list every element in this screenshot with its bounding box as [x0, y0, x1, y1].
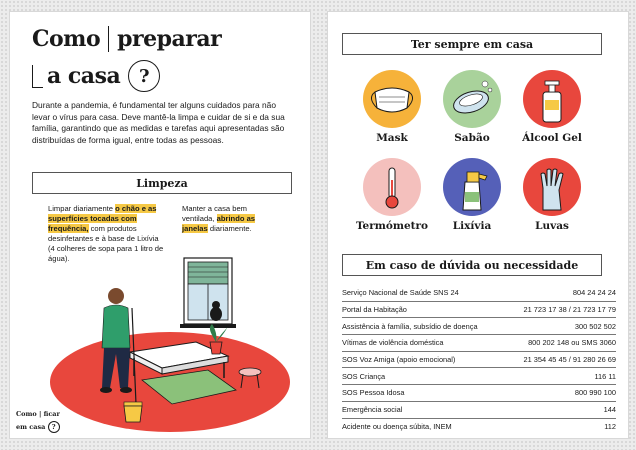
- contact-number: 800 990 100: [574, 388, 616, 398]
- item-label-thermometer: Termómetro: [355, 220, 429, 232]
- contact-name: Vítimas de violência doméstica: [342, 338, 444, 348]
- tip-ventilation-pre: Manter a casa bem ventilada,: [182, 204, 247, 223]
- contact-row: [342, 385, 616, 402]
- contact-number: 21 354 45 45 / 91 280 26 69: [523, 355, 616, 365]
- intro-paragraph: Durante a pandemia, é fundamental ter alguns cuidados para não levar o vírus para casa. Deve mantê-la limpa e cuidar de si e da sua família, garantindo que as medidas e tarefas aqui apresentadas são distribuídas de forma igual, entre todas as pessoas.: [32, 100, 285, 145]
- thermometer-icon: [363, 158, 421, 216]
- contact-row: [342, 419, 616, 435]
- section-title-ter-sempre: Ter sempre em casa: [342, 33, 602, 55]
- contact-name: Serviço Nacional de Saúde SNS 24: [342, 288, 459, 298]
- right-page: [328, 12, 628, 438]
- question-mark-icon: ?: [128, 60, 160, 92]
- item-thermometer: [352, 158, 432, 232]
- item-soap: [432, 70, 512, 144]
- contact-row: [342, 335, 616, 352]
- bleach-icon: [443, 158, 501, 216]
- item-gloves: [512, 158, 592, 232]
- footer-logo: Como | ficar em casa ?: [16, 410, 60, 431]
- tip-ventilation-highlight: abrindo as janelas: [182, 214, 256, 233]
- contact-name: Emergência social: [342, 405, 403, 415]
- contact-row: [342, 318, 616, 335]
- section-title-limpeza: Limpeza: [32, 172, 292, 194]
- contact-row: [342, 402, 616, 419]
- contact-name: SOS Voz Amiga (apoio emocional): [342, 355, 456, 365]
- contact-row: [342, 368, 616, 385]
- mask-icon: [363, 70, 421, 128]
- contact-number: 800 202 148 ou SMS 3060: [528, 338, 616, 348]
- tip-cleaning-pre: Limpar diariamente: [48, 204, 116, 213]
- alcohol-gel-icon: [523, 70, 581, 128]
- title-line-2: [32, 60, 160, 92]
- title-word-preparar: preparar: [117, 26, 222, 52]
- contact-name: Assistência à família, subsídio de doença: [342, 321, 478, 331]
- title-line-1: [32, 26, 221, 52]
- footer-question-icon: ?: [48, 421, 60, 433]
- cleaning-illustration: [50, 248, 310, 438]
- contact-number: 112: [604, 421, 616, 431]
- item-label-alcohol-gel: Álcool Gel: [522, 132, 582, 144]
- contact-name: SOS Criança: [342, 371, 386, 381]
- footer-word-como: Como: [16, 410, 37, 418]
- soap-icon: [443, 70, 501, 128]
- contact-name: Portal da Habitação: [342, 305, 407, 315]
- gloves-icon: [523, 158, 581, 216]
- title-divider: [108, 26, 109, 52]
- contact-row: [342, 285, 616, 302]
- item-bleach: [432, 158, 512, 232]
- item-mask: [352, 70, 432, 144]
- contact-row: [342, 352, 616, 369]
- contact-name: Acidente ou doença súbita, INEM: [342, 421, 452, 431]
- tip-ventilation: [182, 204, 272, 234]
- contact-number: 116 11: [594, 371, 616, 381]
- footer-word-em-casa: em casa: [16, 423, 46, 431]
- contact-number: 144: [603, 405, 616, 415]
- title-bracket: [32, 65, 43, 88]
- footer-word-ficar: ficar: [43, 410, 60, 418]
- item-alcohol-gel: [512, 70, 592, 144]
- contacts-table: [342, 285, 616, 434]
- left-page: [10, 12, 310, 438]
- contact-name: SOS Pessoa Idosa: [342, 388, 405, 398]
- item-label-bleach: Lixívia: [452, 220, 492, 232]
- tip-cleaning-highlight: o chão e as superfícies tocadas com frequência,: [48, 204, 157, 233]
- bucket-icon: [124, 406, 142, 422]
- item-label-mask: Mask: [376, 132, 408, 144]
- title-word-a-casa: a casa: [47, 63, 121, 89]
- item-label-gloves: Luvas: [535, 220, 569, 232]
- tip-cleaning-post: com produtos desinfetantes e à base de Lixívia (4 colheres de sopa para 1 litro de água).: [48, 224, 164, 263]
- contact-number: 804 24 24 24: [572, 288, 616, 298]
- contact-row: [342, 302, 616, 319]
- title-word-como: Como: [32, 26, 101, 52]
- section-title-contacts: Em caso de dúvida ou necessidade: [342, 254, 602, 276]
- window-icon: [180, 258, 236, 328]
- tip-ventilation-post: diariamente.: [207, 224, 252, 233]
- contact-number: 300 502 502: [574, 321, 616, 331]
- contact-number: 21 723 17 38 / 21 723 17 79: [523, 305, 616, 315]
- item-label-soap: Sabão: [454, 132, 490, 144]
